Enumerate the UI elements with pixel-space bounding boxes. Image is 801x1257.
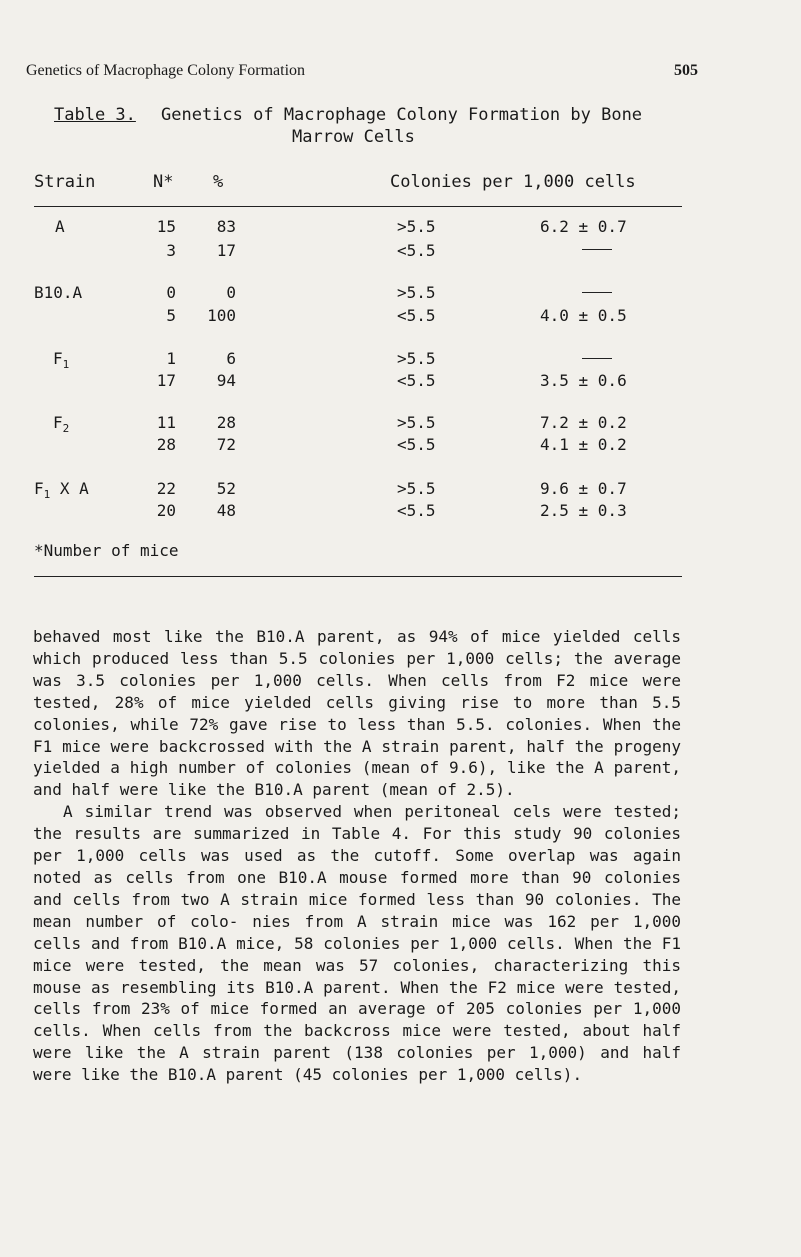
running-header (26, 62, 698, 80)
col-header-strain: Strain (34, 172, 96, 192)
table-title-line1: Genetics of Macrophage Colony Formation by Bone (161, 105, 643, 125)
col-header-colonies: Colonies per 1,000 cells (390, 172, 636, 192)
cell-n: 0 (166, 283, 176, 302)
table-label: Table 3. (54, 105, 136, 125)
cell-n: 17 (156, 371, 176, 390)
cell-colonies: 7.2 ± 0.2 (540, 413, 627, 432)
cell-threshold: <5.5 (397, 501, 436, 520)
empty-value-dash (582, 358, 612, 359)
body-text (33, 626, 681, 1086)
cell-colonies: 9.6 ± 0.7 (540, 479, 627, 498)
cell-strain: A (55, 217, 65, 236)
cell-pct: 83 (216, 217, 236, 236)
cell-pct: 48 (216, 501, 236, 520)
cell-pct: 17 (216, 241, 236, 260)
cell-threshold: <5.5 (397, 435, 436, 454)
running-title: Genetics of Macrophage Colony Formation (26, 62, 306, 79)
cell-strain: $F_1$ X A (34, 479, 89, 501)
table-title-line2: Marrow Cells (292, 127, 415, 147)
cell-colonies: 3.5 ± 0.6 (540, 371, 627, 390)
cell-pct: 6 (226, 349, 236, 368)
col-header-pct: % (213, 172, 224, 192)
empty-value-dash (582, 292, 612, 293)
cell-threshold: >5.5 (397, 217, 436, 236)
cell-colonies: 6.2 ± 0.7 (540, 217, 627, 236)
cell-colonies: 4.0 ± 0.5 (540, 306, 627, 325)
table-footnote: *Number of mice (34, 541, 179, 560)
page-number: 505 (674, 62, 698, 79)
cell-n: 5 (166, 306, 176, 325)
cell-strain: $F_1$ (53, 349, 70, 371)
cell-pct: 94 (216, 371, 236, 390)
cell-strain: $F_2$ (53, 413, 70, 435)
paragraph: A similar trend was observed when peritoneal cels were tested; the results are summarized in Table 4. For this study 90 colonies per 1,000 cells was used as the cutoff. Some overlap was again noted as cells from one B10.A mouse formed more than 90 colonies and cells from two A strain mice formed less than 90 colonies. The mean number of colo- nies from A strain mice was 162 per 1,000 cells and from B10.A mice, 58 colonies per 1,000 cells. When the F1 mice were tested, the mean was 57 colonies, characterizing this mouse as resembling its B10.A parent. When the F2 mice were tested, cells from 23% of mice formed an average of 205 colonies per 1,000 cells. When cells from the backcross mice were tested, about half were like the A strain parent (138 colonies per 1,000) and half were like the B10.A parent (45 colonies per 1,000 cells). (33, 802, 681, 1085)
empty-value-dash (582, 249, 612, 250)
cell-n: 28 (156, 435, 176, 454)
paragraph: behaved most like the B10.A parent, as 94% of mice yielded cells which produced less than 5.5 colonies per 1,000 cells; the average was 3.5 colonies per 1,000 cells. When cells from F2 mice were tested, 28% of mice yielded cells giving rise to more than 5.5 colonies, while 72% gave rise to less than 5.5. colonies. When the F1 mice were backcrossed with the A strain parent, half the progeny yielded a high number of colonies (mean of 9.6), like the A parent, and half were like the B10.A parent (mean of 2.5). (33, 627, 681, 800)
cell-colonies: 2.5 ± 0.3 (540, 501, 627, 520)
cell-n: 3 (166, 241, 176, 260)
cell-pct: 0 (226, 283, 236, 302)
cell-n: 1 (166, 349, 176, 368)
cell-threshold: >5.5 (397, 479, 436, 498)
cell-pct: 72 (216, 435, 236, 454)
col-header-n: N* (153, 172, 174, 192)
cell-threshold: >5.5 (397, 283, 436, 302)
cell-strain: B10.A (34, 283, 83, 302)
cell-colonies: 4.1 ± 0.2 (540, 435, 627, 454)
cell-n: 22 (156, 479, 176, 498)
cell-threshold: <5.5 (397, 241, 436, 260)
cell-threshold: <5.5 (397, 306, 436, 325)
cell-pct: 52 (216, 479, 236, 498)
cell-threshold: >5.5 (397, 413, 436, 432)
cell-pct: 100 (207, 306, 236, 325)
cell-n: 15 (156, 217, 176, 236)
table-bottom-rule (34, 576, 682, 577)
table-top-rule (34, 206, 682, 207)
cell-threshold: <5.5 (397, 371, 436, 390)
cell-n: 11 (156, 413, 176, 432)
cell-threshold: >5.5 (397, 349, 436, 368)
cell-n: 20 (156, 501, 176, 520)
cell-pct: 28 (216, 413, 236, 432)
